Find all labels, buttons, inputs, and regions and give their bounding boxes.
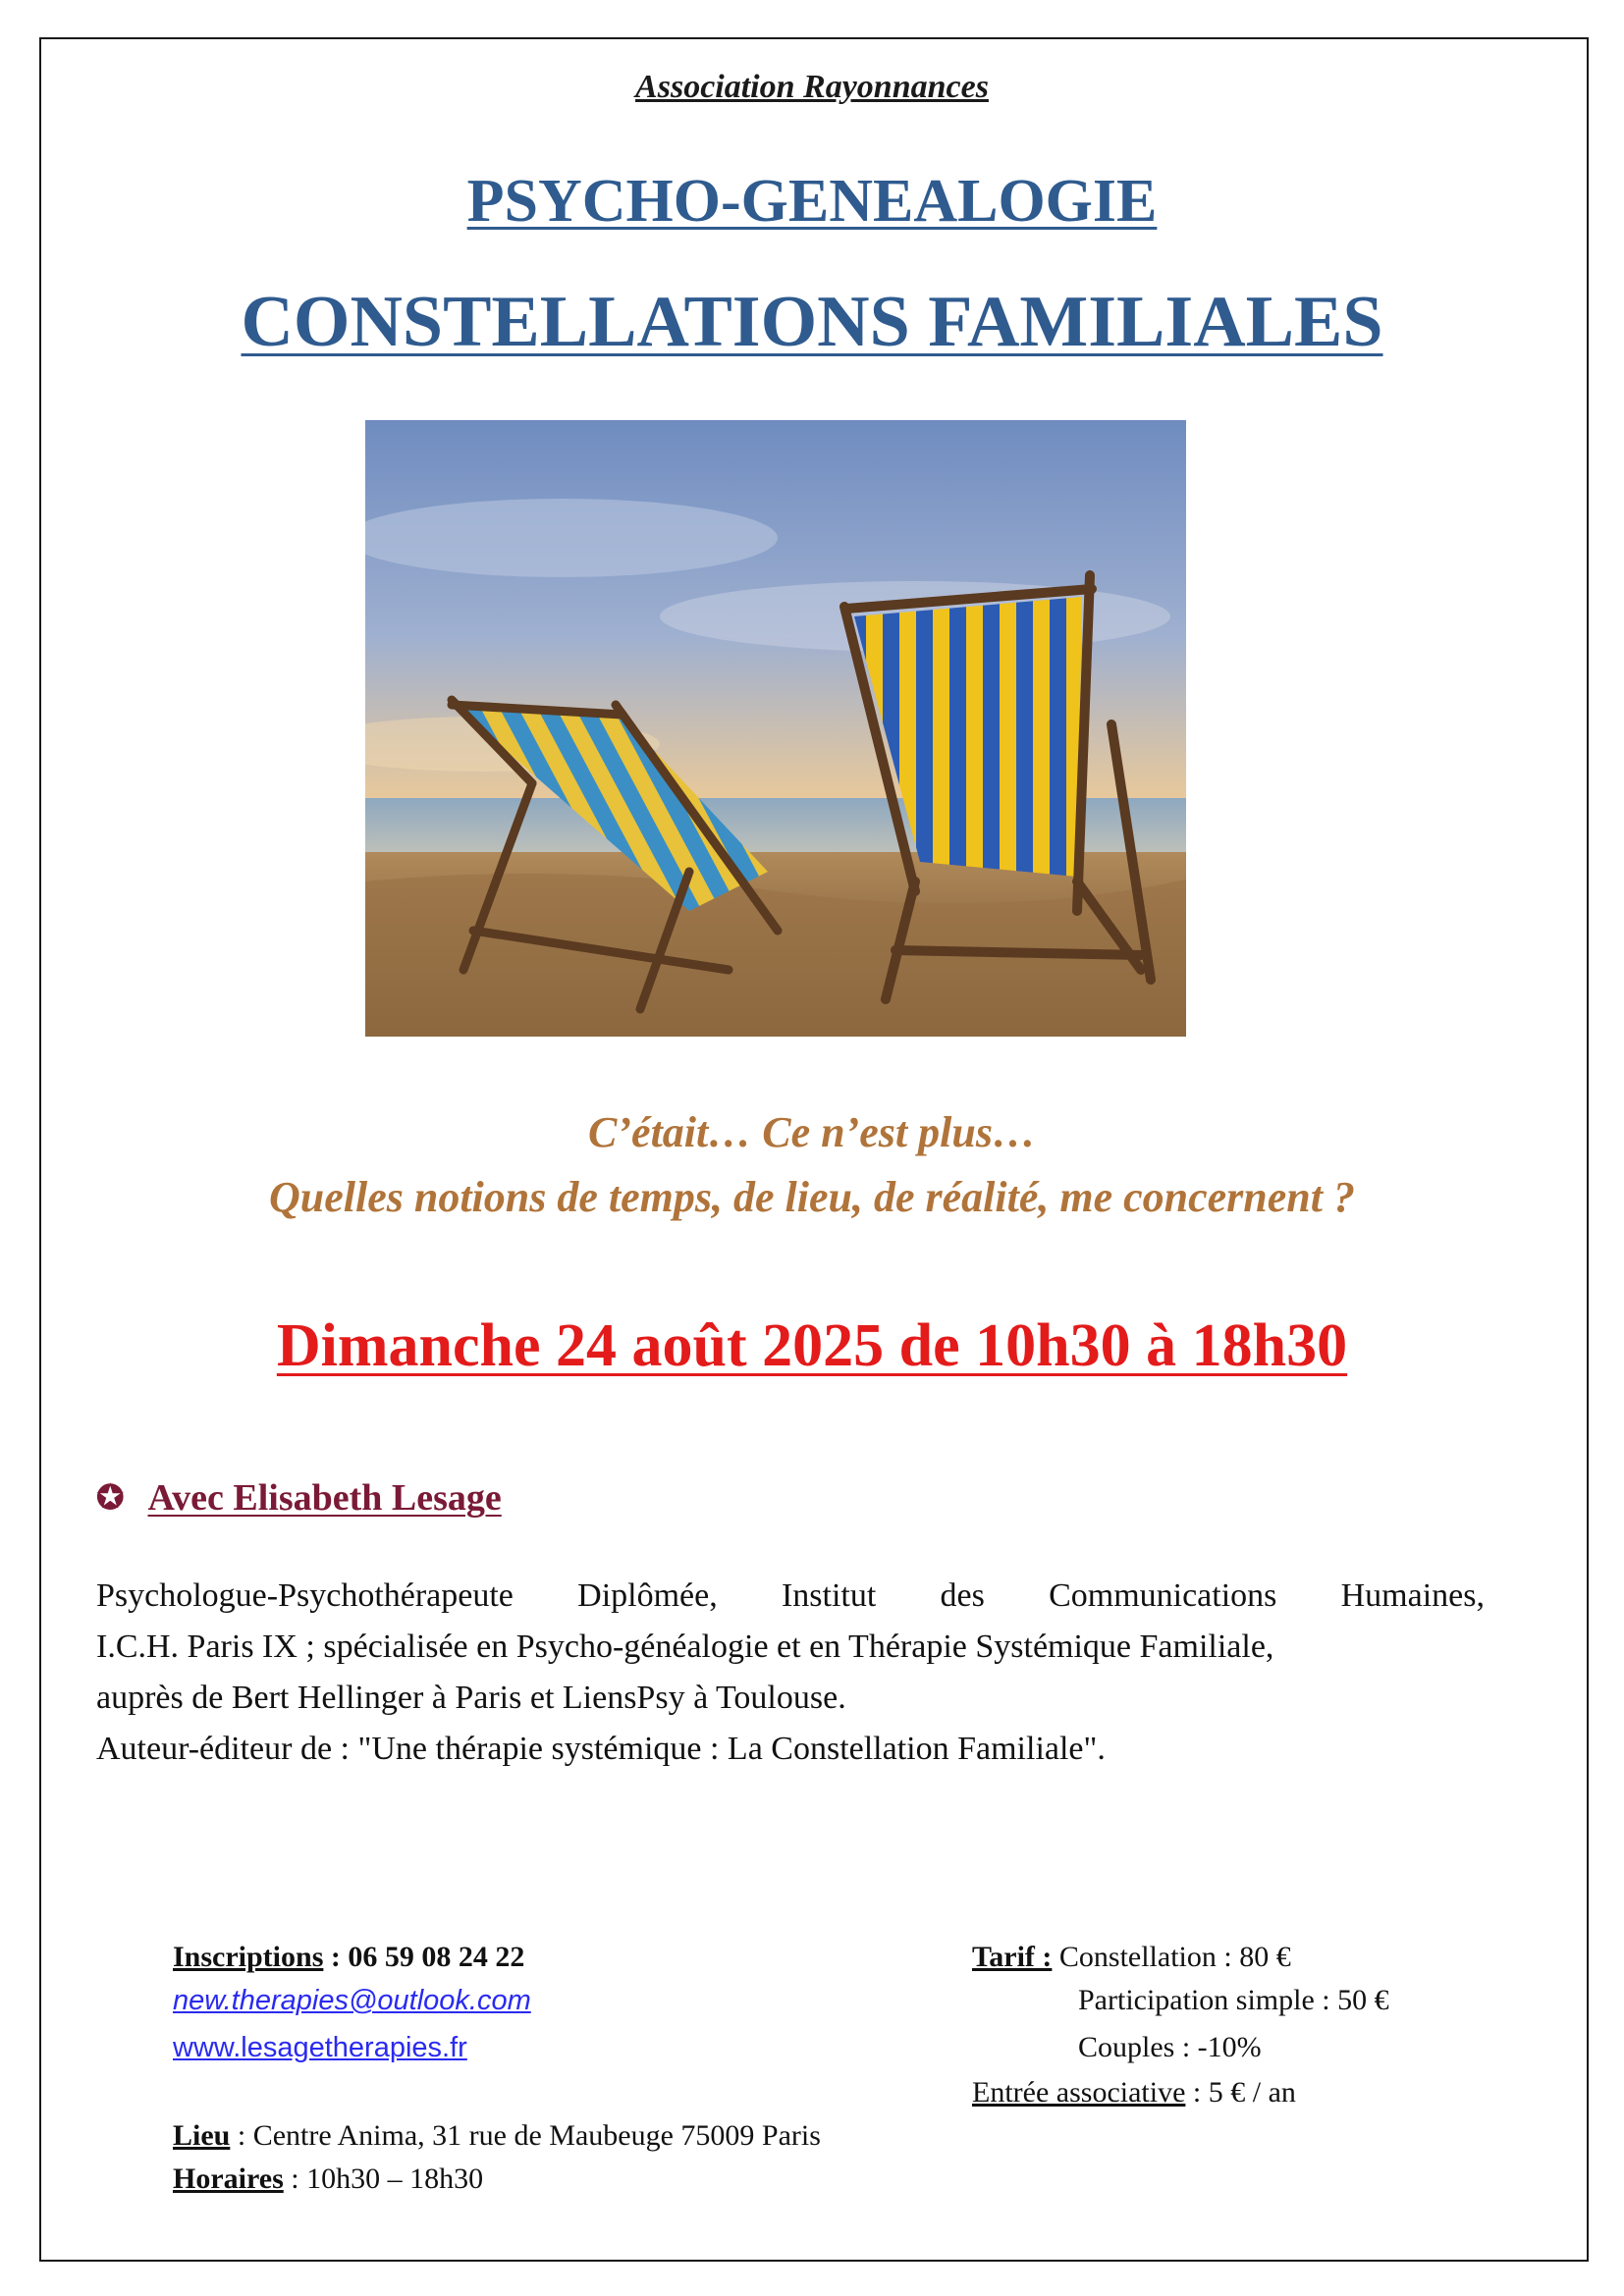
email-line (173, 1979, 531, 2022)
bio-line-4: Auteur-éditeur de : "Une thérapie systémique : La Constellation Familiale". (96, 1731, 1106, 1767)
inscriptions-line (173, 1936, 524, 1979)
bio-line-3: auprès de Bert Hellinger à Paris et LiensPsy à Toulouse. (96, 1680, 846, 1716)
tagline-line-1: C’était… Ce n’est plus… (588, 1108, 1036, 1156)
inscriptions-phone: : 06 59 08 24 22 (323, 1941, 525, 1973)
event-date: Dimanche 24 août 2025 de 10h30 à 18h30 (276, 1312, 1348, 1379)
tarif-participation: Participation simple : 50 € (1078, 1984, 1389, 2016)
bio-line-1: Psychologue-Psychothérapeute Diplômée, Institut des Communications Humaines, (96, 1577, 1485, 1614)
horaires-value: : 10h30 – 18h30 (283, 2163, 484, 2195)
title-constellations-familiales: CONSTELLATIONS FAMILIALES (241, 282, 1383, 362)
entree-label: Entrée associative (972, 2076, 1186, 2109)
beach-chairs-photo (365, 420, 1186, 1037)
facilitator-heading (96, 1476, 502, 1520)
website-link[interactable]: www.lesagetherapies.fr (173, 2032, 467, 2063)
association-name: Association Rayonnances (635, 69, 989, 105)
facilitator-name: Avec Elisabeth Lesage (147, 1477, 502, 1519)
tarif-couples: Couples : -10% (1078, 2031, 1262, 2063)
title-psycho-genealogie: PSYCHO-GENEALOGIE (466, 168, 1158, 235)
inscriptions-label: Inscriptions (173, 1941, 324, 1973)
tagline-line-2: Quelles notions de temps, de lieu, de réalité, me concernent ? (268, 1173, 1355, 1221)
lieu-line (173, 2114, 821, 2158)
horaires-line (173, 2158, 483, 2201)
tarif-line (972, 1936, 1291, 1979)
horaires-label: Horaires (173, 2163, 284, 2195)
email-link[interactable]: new.therapies@outlook.com (173, 1985, 531, 2016)
website-line (173, 2026, 467, 2069)
bio-line-2: I.C.H. Paris IX ; spécialisée en Psycho-généalogie et en Thérapie Systémique Familiale, (96, 1629, 1274, 1665)
tarif-label: Tarif : (972, 1941, 1053, 1973)
entree-value: : 5 € / an (1185, 2076, 1296, 2109)
tarif-constellation: Constellation : 80 € (1052, 1941, 1291, 1973)
lieu-label: Lieu (173, 2119, 231, 2152)
lieu-value: : Centre Anima, 31 rue de Maubeuge 75009 Paris (230, 2119, 821, 2152)
entree-line (972, 2071, 1296, 2114)
star-circle-icon: ✪ (96, 1480, 125, 1517)
